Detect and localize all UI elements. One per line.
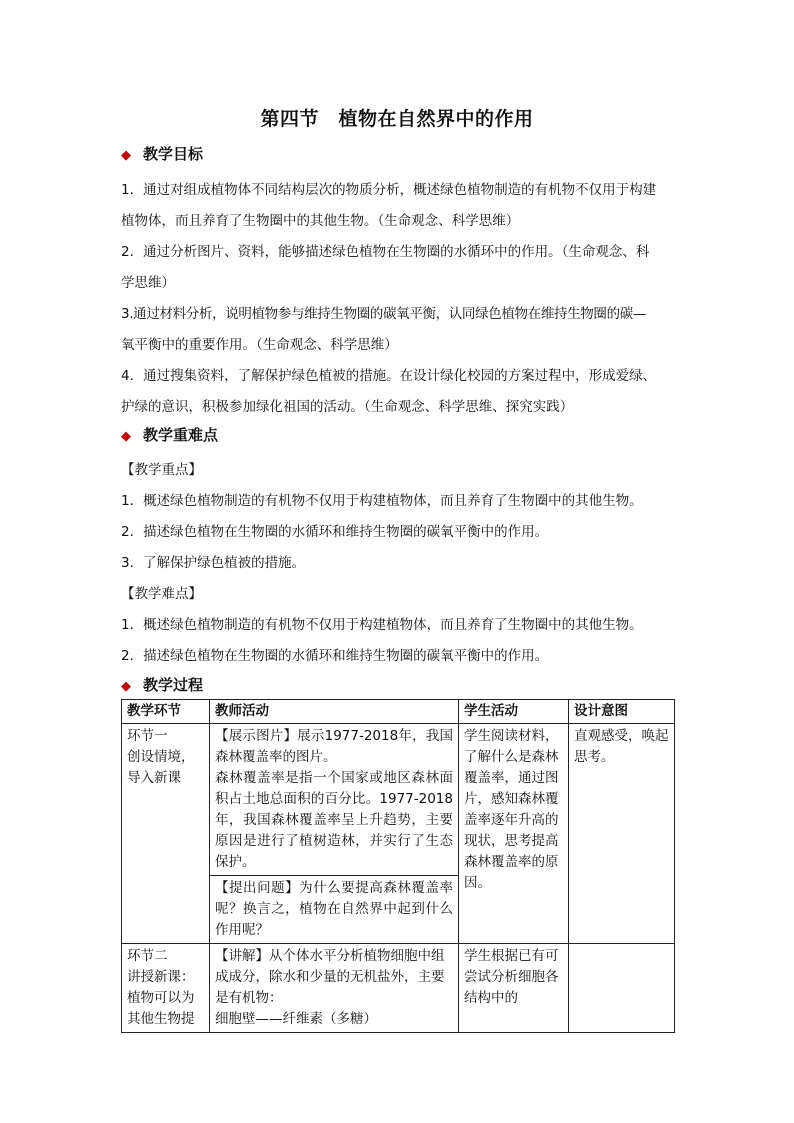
teaching-process-table <box>121 699 675 1033</box>
diamond-bullet-icon: ◆ <box>121 148 131 163</box>
keypoints-section-heading <box>121 424 218 445</box>
key-point-item: 3．了解保护绿色植被的措施。 <box>121 555 306 571</box>
process-heading-label: 教学过程 <box>143 676 204 694</box>
goal-line: 1．通过对组成植物体不同结构层次的物质分析，概述绿色植物制造的有机物不仅用于构建 <box>121 182 657 198</box>
difficult-points-label: 【教学难点】 <box>121 586 202 602</box>
column-header: 教师活动 <box>210 700 459 724</box>
page-title: 第四节 植物在自然界中的作用 <box>260 108 534 130</box>
stage-cell: 环节二 讲授新课： 植物可以为 其他生物提 <box>122 944 210 1033</box>
process-section-heading <box>121 674 203 695</box>
table-row <box>122 944 675 1033</box>
keypoints-heading-label: 教学重难点 <box>143 426 219 444</box>
design-intent-cell: 直观感受，唤起思考。 <box>569 724 675 944</box>
key-point-item: 2．描述绿色植物在生物圈的水循环和维持生物圈的碳氧平衡中的作用。 <box>121 524 549 540</box>
goals-section-heading <box>121 143 203 164</box>
teacher-activity-cell: 【提出问题】为什么要提高森林覆盖率呢？换言之，植物在自然界中起到什么作用呢？ <box>210 876 459 944</box>
table-header-row <box>122 700 675 724</box>
column-header: 学生活动 <box>459 700 569 724</box>
goal-line: 植物体，而且养育了生物圈中的其他生物。（生命观念、科学思维） <box>121 213 520 229</box>
column-header: 设计意图 <box>569 700 675 724</box>
goal-line: 护绿的意识，积极参加绿化祖国的活动。（生命观念、科学思维、探究实践） <box>121 399 574 415</box>
difficult-point-item: 1．概述绿色植物制造的有机物不仅用于构建植物体，而且养育了生物圈中的其他生物。 <box>121 617 643 633</box>
diamond-bullet-icon: ◆ <box>121 429 131 444</box>
design-intent-cell <box>569 944 675 1033</box>
goal-line: 学思维） <box>121 275 175 291</box>
student-activity-cell: 学生阅读材料，了解什么是森林覆盖率，通过图片，感知森林覆盖率逐年升高的现状，思考提高森林覆盖率的原因。 <box>459 724 569 944</box>
table-row <box>122 724 675 876</box>
difficult-point-item: 2．描述绿色植物在生物圈的水循环和维持生物圈的碳氧平衡中的作用。 <box>121 648 549 664</box>
column-header: 教学环节 <box>122 700 210 724</box>
goals-heading-label: 教学目标 <box>143 145 204 163</box>
goal-line: 4．通过搜集资料，了解保护绿色植被的措施。在设计绿化校园的方案过程中，形成爱绿、 <box>121 368 657 384</box>
key-points-label: 【教学重点】 <box>121 462 202 478</box>
teacher-activity-cell: 【展示图片】展示1977-2018年，我国森林覆盖率的图片。 森林覆盖率是指一个国家或地区森林面积占土地总面积的百分比。1977-2018年，我国森林覆盖率呈上升趋势，主要原因是进行了植树造林，并实行了生态保护。 <box>210 724 459 876</box>
goal-line: 3.通过材料分析，说明植物参与维持生物圈的碳氧平衡，认同绿色植物在维持生物圈的碳— <box>121 306 647 322</box>
teacher-activity-cell: 【讲解】从个体水平分析植物细胞中组成成分，除水和少量的无机盐外，主要是有机物： 细胞壁——纤维素（多糖） <box>210 944 459 1033</box>
goal-line: 2．通过分析图片、资料，能够描述绿色植物在生物圈的水循环中的作用。（生命观念、科 <box>121 244 650 260</box>
goal-line: 氧平衡中的重要作用。（生命观念、科学思维） <box>121 337 398 353</box>
diamond-bullet-icon: ◆ <box>121 679 131 694</box>
student-activity-cell: 学生根据已有可尝试分析细胞各结构中的 <box>459 944 569 1033</box>
stage-cell: 环节一 创设情境， 导入新课 <box>122 724 210 944</box>
key-point-item: 1．概述绿色植物制造的有机物不仅用于构建植物体，而且养育了生物圈中的其他生物。 <box>121 493 643 509</box>
